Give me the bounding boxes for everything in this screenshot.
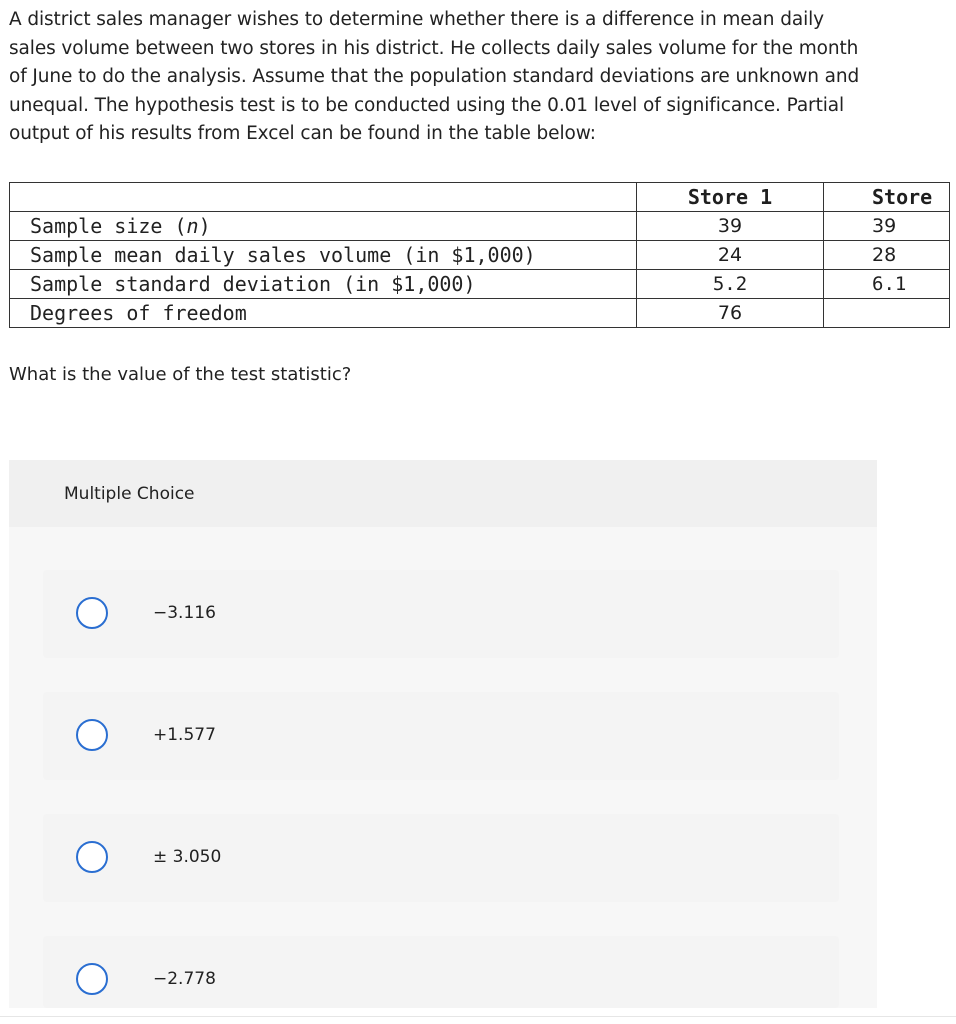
question-line: of June to do the analysis. Assume that the population standard deviations are unknown and (9, 66, 860, 87)
divider (0, 1016, 956, 1017)
multiple-choice-title: Multiple Choice (64, 484, 195, 504)
cell-store2-sample-mean: 28 (824, 241, 950, 270)
question-line: sales volume between two stores in his district. He collects daily sales volume for the month (9, 37, 859, 59)
cell-store1-sample-mean: 24 (637, 241, 824, 270)
row-label-sample-size: Sample size (n) (10, 212, 637, 241)
answer-option-label: −3.116 (153, 603, 216, 623)
answer-option-4[interactable] (43, 936, 839, 1008)
answer-option-label: ± 3.050 (153, 847, 222, 867)
cell-store2-sample-sd: 6.1 (824, 270, 950, 299)
table-row (10, 212, 950, 241)
radio-button-icon[interactable] (76, 597, 108, 629)
table-header-row (10, 183, 950, 212)
row-label-sample-mean: Sample mean daily sales volume (in $1,000) (10, 241, 637, 270)
answer-option-label: +1.577 (153, 725, 216, 745)
radio-button-icon[interactable] (76, 841, 108, 873)
table-header-store2: Store (824, 183, 950, 212)
radio-button-icon[interactable] (76, 719, 108, 751)
cell-store2-degrees-of-freedom (824, 299, 950, 328)
table-header-empty (10, 183, 637, 212)
answer-option-3[interactable] (43, 814, 839, 902)
multiple-choice-panel (9, 460, 877, 1008)
answer-option-label: −2.778 (153, 969, 216, 989)
question-line: A district sales manager wishes to determine whether there is a difference in mean daily (9, 9, 825, 30)
question-line: output of his results from Excel can be found in the table below: (9, 123, 596, 144)
row-label-degrees-of-freedom: Degrees of freedom (10, 299, 637, 328)
data-table (9, 182, 950, 328)
answer-option-1[interactable] (43, 570, 839, 658)
table-header-store1: Store 1 (637, 183, 824, 212)
question-text (9, 6, 909, 149)
row-label-sample-sd: Sample standard deviation (in $1,000) (10, 270, 637, 299)
cell-store2-sample-size: 39 (824, 212, 950, 241)
multiple-choice-header (9, 460, 877, 527)
question-line: unequal. The hypothesis test is to be conducted using the 0.01 level of significance. Partial (9, 94, 845, 116)
answer-option-2[interactable] (43, 692, 839, 780)
cell-store1-sample-sd: 5.2 (637, 270, 824, 299)
cell-store1-sample-size: 39 (637, 212, 824, 241)
table-row (10, 270, 950, 299)
cell-store1-degrees-of-freedom: 76 (637, 299, 824, 328)
table-row (10, 241, 950, 270)
radio-button-icon[interactable] (76, 963, 108, 995)
table-row (10, 299, 950, 328)
question-prompt: What is the value of the test statistic? (9, 364, 352, 385)
